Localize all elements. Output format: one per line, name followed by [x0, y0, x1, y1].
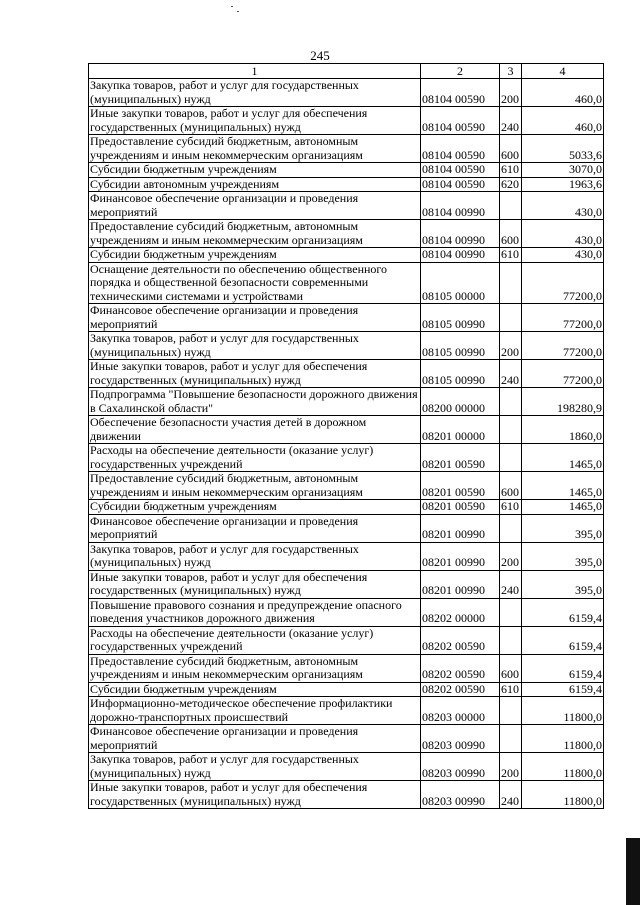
table-row [89, 682, 604, 697]
table-row [89, 248, 604, 263]
row-amount-cell: 1465,0 [522, 472, 604, 500]
row-amount-cell: 6159,4 [522, 654, 604, 682]
table-row [89, 570, 604, 598]
table-row [89, 598, 604, 626]
row-name-cell: Повышение правового сознания и предупреждение опасного поведения участников дорожного движения [89, 598, 421, 626]
row-code-cell: 08201 00990 [421, 570, 500, 598]
scan-edge-mark [626, 838, 640, 905]
row-code-cell: 08203 00990 [421, 725, 500, 753]
row-name-cell: Закупка товаров, работ и услуг для государственных (муниципальных) нужд [89, 753, 421, 781]
row-type-cell: 200 [500, 753, 522, 781]
row-type-cell [500, 444, 522, 472]
row-amount-cell: 77200,0 [522, 360, 604, 388]
row-type-cell: 240 [500, 570, 522, 598]
row-amount-cell: 11800,0 [522, 697, 604, 725]
row-type-cell [500, 514, 522, 542]
table-row [89, 304, 604, 332]
header-cell-amount: 4 [522, 64, 604, 79]
row-code-cell: 08203 00990 [421, 753, 500, 781]
table-row [89, 107, 604, 135]
table-row [89, 360, 604, 388]
table-row [89, 444, 604, 472]
row-type-cell: 240 [500, 781, 522, 809]
row-type-cell: 200 [500, 332, 522, 360]
row-name-cell: Субсидии бюджетным учреждениям [89, 500, 421, 515]
row-type-cell: 200 [500, 542, 522, 570]
row-code-cell: 08105 00990 [421, 332, 500, 360]
row-type-cell [500, 262, 522, 304]
row-name-cell: Субсидии бюджетным учреждениям [89, 248, 421, 263]
row-amount-cell: 77200,0 [522, 262, 604, 304]
table-header-row [89, 64, 604, 79]
row-type-cell: 610 [500, 682, 522, 697]
row-amount-cell: 3070,0 [522, 163, 604, 178]
row-amount-cell: 395,0 [522, 514, 604, 542]
row-code-cell: 08105 00990 [421, 304, 500, 332]
row-code-cell: 08104 00590 [421, 135, 500, 163]
row-code-cell: 08201 00990 [421, 542, 500, 570]
row-code-cell: 08201 00990 [421, 514, 500, 542]
row-name-cell: Иные закупки товаров, работ и услуг для обеспечения государственных (муниципальных) нужд [89, 107, 421, 135]
row-name-cell: Иные закупки товаров, работ и услуг для обеспечения государственных (муниципальных) нужд [89, 781, 421, 809]
table-row [89, 725, 604, 753]
row-name-cell: Закупка товаров, работ и услуг для государственных (муниципальных) нужд [89, 542, 421, 570]
row-name-cell: Предоставление субсидий бюджетным, автономным учреждениям и иным некоммерческим организациям [89, 135, 421, 163]
table-row [89, 388, 604, 416]
row-type-cell [500, 304, 522, 332]
row-type-cell [500, 388, 522, 416]
row-code-cell: 08104 00590 [421, 79, 500, 107]
row-type-cell [500, 416, 522, 444]
row-type-cell: 610 [500, 248, 522, 263]
table-row [89, 163, 604, 178]
table-row [89, 416, 604, 444]
row-code-cell: 08201 00590 [421, 472, 500, 500]
table-row [89, 262, 604, 304]
row-code-cell: 08202 00590 [421, 626, 500, 654]
table-row [89, 626, 604, 654]
table-row [89, 514, 604, 542]
row-name-cell: Закупка товаров, работ и услуг для государственных (муниципальных) нужд [89, 332, 421, 360]
row-name-cell: Субсидии автономным учреждениям [89, 177, 421, 192]
row-code-cell: 08104 00990 [421, 220, 500, 248]
row-name-cell: Финансовое обеспечение организации и проведения мероприятий [89, 514, 421, 542]
row-amount-cell: 198280,9 [522, 388, 604, 416]
row-amount-cell: 11800,0 [522, 753, 604, 781]
row-amount-cell: 6159,4 [522, 682, 604, 697]
row-amount-cell: 430,0 [522, 220, 604, 248]
row-type-cell: 600 [500, 472, 522, 500]
row-type-cell: 600 [500, 220, 522, 248]
table-row [89, 654, 604, 682]
table-row [89, 697, 604, 725]
row-type-cell: 240 [500, 107, 522, 135]
row-amount-cell: 5033,6 [522, 135, 604, 163]
row-type-cell: 240 [500, 360, 522, 388]
row-amount-cell: 77200,0 [522, 304, 604, 332]
row-amount-cell: 6159,4 [522, 598, 604, 626]
table-row [89, 472, 604, 500]
table-row [89, 542, 604, 570]
table-row [89, 79, 604, 107]
page-number: 245 [310, 48, 330, 63]
row-amount-cell: 430,0 [522, 192, 604, 220]
row-name-cell: Предоставление субсидий бюджетным, автономным учреждениям и иным некоммерческим организациям [89, 220, 421, 248]
row-code-cell: 08201 00000 [421, 416, 500, 444]
table-row [89, 177, 604, 192]
row-type-cell: 200 [500, 79, 522, 107]
row-amount-cell: 460,0 [522, 79, 604, 107]
row-code-cell: 08202 00590 [421, 654, 500, 682]
row-code-cell: 08104 00590 [421, 107, 500, 135]
row-type-cell: 610 [500, 500, 522, 515]
row-code-cell: 08104 00590 [421, 163, 500, 178]
header-cell-code: 2 [421, 64, 500, 79]
row-amount-cell: 460,0 [522, 107, 604, 135]
row-name-cell: Закупка товаров, работ и услуг для государственных (муниципальных) нужд [89, 79, 421, 107]
row-amount-cell: 6159,4 [522, 626, 604, 654]
row-type-cell: 600 [500, 135, 522, 163]
row-type-cell [500, 626, 522, 654]
scan-speck [237, 11, 239, 12]
row-name-cell: Оснащение деятельности по обеспечению общественного порядка и общественной безопасности современными техническими системами и устройствами [89, 262, 421, 304]
table-body [89, 79, 604, 809]
row-code-cell: 08202 00590 [421, 682, 500, 697]
row-type-cell [500, 598, 522, 626]
row-code-cell: 08200 00000 [421, 388, 500, 416]
row-name-cell: Расходы на обеспечение деятельности (оказание услуг) государственных учреждений [89, 444, 421, 472]
row-code-cell: 08203 00000 [421, 697, 500, 725]
budget-table [88, 63, 604, 809]
row-amount-cell: 11800,0 [522, 725, 604, 753]
row-type-cell: 600 [500, 654, 522, 682]
scan-speck [231, 6, 233, 7]
row-code-cell: 08202 00000 [421, 598, 500, 626]
row-name-cell: Иные закупки товаров, работ и услуг для обеспечения государственных (муниципальных) нужд [89, 570, 421, 598]
table-row [89, 753, 604, 781]
table-row [89, 332, 604, 360]
header-cell-name: 1 [89, 64, 421, 79]
table-row [89, 220, 604, 248]
row-type-cell [500, 697, 522, 725]
row-name-cell: Предоставление субсидий бюджетным, автономным учреждениям и иным некоммерческим организациям [89, 472, 421, 500]
row-code-cell: 08105 00000 [421, 262, 500, 304]
row-name-cell: Информационно-методическое обеспечение профилактики дорожно-транспортных происшествий [89, 697, 421, 725]
row-amount-cell: 430,0 [522, 248, 604, 263]
row-name-cell: Обеспечение безопасности участия детей в дорожном движении [89, 416, 421, 444]
row-type-cell: 610 [500, 163, 522, 178]
row-code-cell: 08203 00990 [421, 781, 500, 809]
row-type-cell: 620 [500, 177, 522, 192]
row-name-cell: Финансовое обеспечение организации и проведения мероприятий [89, 725, 421, 753]
table-row [89, 500, 604, 515]
row-code-cell: 08104 00990 [421, 248, 500, 263]
row-name-cell: Финансовое обеспечение организации и проведения мероприятий [89, 304, 421, 332]
row-name-cell: Расходы на обеспечение деятельности (оказание услуг) государственных учреждений [89, 626, 421, 654]
row-name-cell: Финансовое обеспечение организации и проведения мероприятий [89, 192, 421, 220]
table-row [89, 192, 604, 220]
row-type-cell [500, 192, 522, 220]
row-name-cell: Подпрограмма "Повышение безопасности дорожного движения в Сахалинской области" [89, 388, 421, 416]
row-name-cell: Иные закупки товаров, работ и услуг для обеспечения государственных (муниципальных) нужд [89, 360, 421, 388]
row-amount-cell: 1860,0 [522, 416, 604, 444]
header-cell-type: 3 [500, 64, 522, 79]
row-type-cell [500, 725, 522, 753]
row-amount-cell: 77200,0 [522, 332, 604, 360]
row-code-cell: 08201 00590 [421, 500, 500, 515]
row-amount-cell: 395,0 [522, 570, 604, 598]
row-name-cell: Предоставление субсидий бюджетным, автономным учреждениям и иным некоммерческим организациям [89, 654, 421, 682]
row-amount-cell: 395,0 [522, 542, 604, 570]
row-code-cell: 08104 00590 [421, 177, 500, 192]
table-row [89, 781, 604, 809]
row-amount-cell: 1465,0 [522, 500, 604, 515]
row-name-cell: Субсидии бюджетным учреждениям [89, 163, 421, 178]
table-row [89, 135, 604, 163]
row-amount-cell: 1465,0 [522, 444, 604, 472]
row-code-cell: 08104 00990 [421, 192, 500, 220]
row-code-cell: 08105 00990 [421, 360, 500, 388]
row-amount-cell: 11800,0 [522, 781, 604, 809]
row-name-cell: Субсидии бюджетным учреждениям [89, 682, 421, 697]
row-code-cell: 08201 00590 [421, 444, 500, 472]
row-amount-cell: 1963,6 [522, 177, 604, 192]
